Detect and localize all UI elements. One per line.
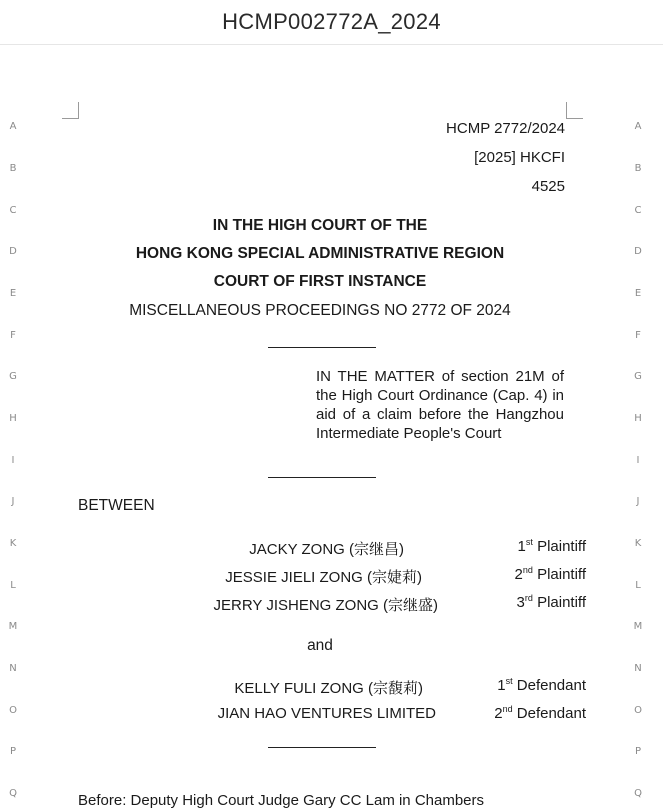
plaintiff-2-role: 2nd Plaintiff (514, 565, 586, 583)
document-title-bar (0, 0, 663, 45)
margin-letter: B (634, 163, 642, 174)
divider-rule (268, 347, 376, 348)
margin-letter: K (9, 538, 17, 549)
crop-mark-right (566, 102, 583, 119)
defendant-1-role: 1st Defendant (497, 676, 586, 694)
margin-letter: M (633, 621, 643, 632)
defendant-2-name: JIAN HAO VENTURES LIMITED (217, 705, 436, 722)
plaintiff-2-name: JESSIE JIELI ZONG (宗婕莉) (225, 569, 422, 586)
margin-letter: C (634, 205, 642, 216)
and-label: and (307, 637, 333, 654)
margin-letter: H (634, 413, 642, 424)
margin-letter: G (634, 371, 642, 382)
matter-paragraph: IN THE MATTER of section 21M of the High Court Ordinance (Cap. 4) in aid of a claim before the Hangzhou Intermediate People's Court (316, 368, 564, 442)
margin-letter: Q (9, 788, 17, 799)
margin-letter: N (9, 663, 17, 674)
divider-rule (268, 747, 376, 748)
margin-letter: P (634, 746, 642, 757)
margin-letter: D (9, 246, 17, 257)
margin-letter: H (9, 413, 17, 424)
margin-letter: N (634, 663, 642, 674)
defendant-2-role: 2nd Defendant (494, 704, 586, 722)
plaintiff-1-name: JACKY ZONG (宗继昌) (249, 541, 404, 558)
crop-mark-left (62, 102, 79, 119)
plaintiff-3-role: 3rd Plaintiff (516, 593, 586, 611)
margin-letter: Q (634, 788, 642, 799)
margin-letter: J (11, 496, 15, 507)
margin-letter: A (634, 121, 642, 132)
margin-letter: E (634, 288, 642, 299)
margin-letter: M (8, 621, 18, 632)
between-label: BETWEEN (78, 497, 155, 514)
margin-letter: F (635, 330, 641, 341)
plaintiff-3-name: JERRY JISHENG ZONG (宗继盛) (213, 597, 438, 614)
defendant-1-name: KELLY FULI ZONG (宗馥莉) (234, 680, 423, 697)
court-heading-line2: HONG KONG SPECIAL ADMINISTRATIVE REGION (135, 245, 505, 262)
margin-letter: F (10, 330, 16, 341)
margin-letter: O (9, 705, 17, 716)
margin-letter: J (636, 496, 640, 507)
case-number: HCMP 2772/2024 (446, 120, 565, 137)
case-citation-number: 4525 (531, 178, 565, 195)
margin-letter: B (9, 163, 17, 174)
margin-letter: G (9, 371, 17, 382)
case-citation: [2025] HKCFI (474, 149, 565, 166)
margin-letter: I (636, 455, 640, 466)
document-title: HCMP002772A_2024 (222, 9, 441, 34)
court-heading-line3: COURT OF FIRST INSTANCE (213, 273, 427, 290)
margin-letter: L (10, 580, 16, 591)
margin-letter: O (634, 705, 642, 716)
proceedings-number: MISCELLANEOUS PROCEEDINGS NO 2772 OF 2024 (129, 302, 511, 319)
plaintiff-1-role: 1st Plaintiff (517, 537, 586, 555)
margin-letter: D (634, 246, 642, 257)
divider-rule (268, 477, 376, 478)
margin-letter: E (9, 288, 17, 299)
margin-letter: A (9, 121, 17, 132)
court-heading-line1: IN THE HIGH COURT OF THE (212, 217, 428, 234)
before-line: Before: Deputy High Court Judge Gary CC Lam in Chambers (78, 792, 485, 809)
margin-letter: C (9, 205, 17, 216)
margin-letter: I (11, 455, 15, 466)
margin-letter: L (635, 580, 641, 591)
margin-letter: P (9, 746, 17, 757)
margin-letter: K (634, 538, 642, 549)
